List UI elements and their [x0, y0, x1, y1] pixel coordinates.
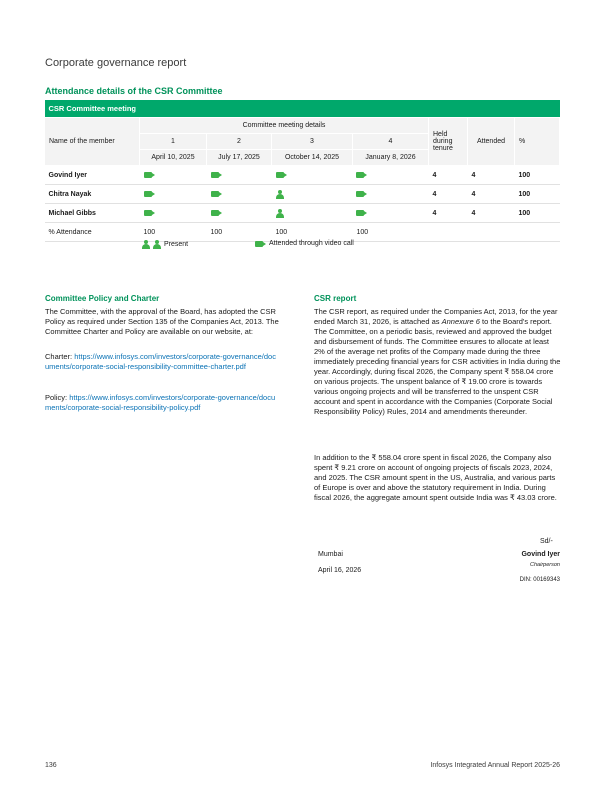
policy-label: Policy:	[45, 393, 70, 402]
charter-link[interactable]: https://www.infosys.com/investors/corporate-governance/documents/corporate-social-responsibility-committee-charter.pdf	[45, 352, 276, 371]
signature-name: Govind Iyer	[521, 551, 560, 558]
signature-place: Mumbai	[318, 551, 343, 558]
col-meeting-group-header: Committee meeting details	[140, 118, 429, 134]
table-row	[45, 185, 560, 204]
csr-text: to the Board's report. The Committee, on a periodic basis, reviewed and approved the budget and disbursement of funds. The Committee ensures to allocate at least 2% of the average net profits of the Company made during the three immediately preceding financial years for CSR activities in India during the year. Accordingly, during fiscal 2026, the Company spent ₹ 558.04 crore on various projects. The unspent balance of ₹ 19.00 crore is towards various ongoing projects and will be transferred to the unspent CSR account and spent in accordance with the Companies (Corporate Social Responsibility Policy) Rules, 2014 and amendments thereunder.	[314, 317, 561, 416]
annexure-ref: Annexure 6	[441, 317, 480, 326]
signature-date: April 16, 2026	[318, 567, 362, 574]
person-icon	[153, 240, 161, 249]
page-number: 136	[45, 762, 57, 769]
meeting-attendance-cell	[207, 185, 272, 204]
policy-link[interactable]: https://www.infosys.com/investors/corporate-governance/documents/corporate-social-responsibility-policy.pdf	[45, 393, 276, 412]
person-icon	[276, 209, 284, 218]
video-call-icon	[356, 191, 364, 197]
person-icon	[142, 240, 150, 249]
video-call-icon	[255, 241, 263, 247]
signature-role: Chairperson	[530, 562, 560, 568]
attendance-pct-value: 100	[140, 223, 207, 242]
table-banner: CSR Committee meeting	[45, 100, 560, 118]
member-name: Govind Iyer	[45, 166, 140, 185]
meeting-attendance-cell	[272, 185, 353, 204]
table-row	[45, 204, 560, 223]
member-pct: 100	[515, 166, 560, 185]
video-call-icon	[211, 210, 219, 216]
meeting-attendance-cell	[140, 166, 207, 185]
member-held: 4	[429, 204, 468, 223]
col-pct-header: %	[515, 118, 560, 166]
member-pct: 100	[515, 204, 560, 223]
member-pct: 100	[515, 185, 560, 204]
attendance-pct-value: 100	[352, 223, 428, 242]
video-call-icon	[276, 172, 284, 178]
legend-present-label: Present	[164, 241, 189, 248]
legend-video-label: Attended through video call	[269, 240, 354, 247]
video-call-icon	[211, 172, 219, 178]
policy-paragraph	[45, 393, 277, 413]
meeting-number: 3	[272, 134, 353, 150]
csr-text: The CSR report, as required under the Companies Act, 2013, for the year ended March 31, 2026, is attached as	[314, 307, 558, 326]
csr-paragraph-1	[314, 307, 561, 417]
charter-paragraph	[45, 352, 277, 372]
col-member-header: Name of the member	[45, 118, 140, 166]
meeting-date: July 17, 2025	[207, 150, 272, 166]
csr-paragraph-2: In addition to the ₹ 558.04 crore spent in fiscal 2026, the Company also spent ₹ 9.21 crore on account of ongoing projects of fiscals 2023, 2024, and 2025. The CSR amount spent in the US, Australia, and various parts of Europe is over and above the statutory requirement in India. During fiscal 2026, the aggregate amount spent outside India was ₹ 43.03 crore.	[314, 453, 557, 502]
page-header: Corporate governance report	[45, 57, 187, 69]
csr-report-title: CSR report	[314, 294, 357, 303]
attendance-pct-row	[45, 223, 560, 242]
meeting-attendance-cell	[207, 204, 272, 223]
meeting-date: April 10, 2025	[140, 150, 207, 166]
video-call-icon	[144, 191, 152, 197]
meeting-attendance-cell	[352, 204, 428, 223]
video-call-icon	[144, 172, 152, 178]
meeting-attendance-cell	[352, 166, 428, 185]
attendance-pct-value: 100	[207, 223, 272, 242]
attendance-pct-label: % Attendance	[45, 223, 140, 242]
meeting-number: 4	[352, 134, 428, 150]
meeting-attendance-cell	[272, 166, 353, 185]
signature-sd: Sd/-	[540, 538, 553, 545]
video-call-icon	[144, 210, 152, 216]
policy-intro: The Committee, with the approval of the Board, has adopted the CSR Policy as required under Section 135 of the Companies Act, 2013. The Committee Charter and Policy are available on our website, at:	[45, 307, 279, 336]
member-held: 4	[429, 166, 468, 185]
meeting-attendance-cell	[140, 185, 207, 204]
person-icon	[276, 190, 284, 199]
meeting-date: October 14, 2025	[272, 150, 353, 166]
table-row	[45, 166, 560, 185]
member-attended: 4	[468, 166, 515, 185]
meeting-attendance-cell	[272, 204, 353, 223]
col-held-header: Held during tenure	[429, 118, 468, 166]
video-call-icon	[211, 191, 219, 197]
video-call-icon	[356, 172, 364, 178]
meeting-number: 2	[207, 134, 272, 150]
legend-video	[255, 240, 354, 247]
footer-report-title: Infosys Integrated Annual Report 2025-26	[430, 762, 560, 769]
attendance-table	[44, 100, 560, 242]
member-name: Chitra Nayak	[45, 185, 140, 204]
member-name: Michael Gibbs	[45, 204, 140, 223]
section-title: Attendance details of the CSR Committee	[45, 86, 223, 96]
video-call-icon	[356, 210, 364, 216]
meeting-attendance-cell	[352, 185, 428, 204]
legend-present	[142, 240, 188, 249]
charter-label: Charter:	[45, 352, 75, 361]
member-attended: 4	[468, 185, 515, 204]
signature-din: DIN: 00169343	[519, 577, 560, 583]
policy-title: Committee Policy and Charter	[45, 294, 160, 303]
meeting-attendance-cell	[140, 204, 207, 223]
col-attended-header: Attended	[468, 118, 515, 166]
member-held: 4	[429, 185, 468, 204]
member-attended: 4	[468, 204, 515, 223]
meeting-date: January 8, 2026	[352, 150, 428, 166]
meeting-number: 1	[140, 134, 207, 150]
meeting-attendance-cell	[207, 166, 272, 185]
attendance-pct-value: 100	[272, 223, 353, 242]
